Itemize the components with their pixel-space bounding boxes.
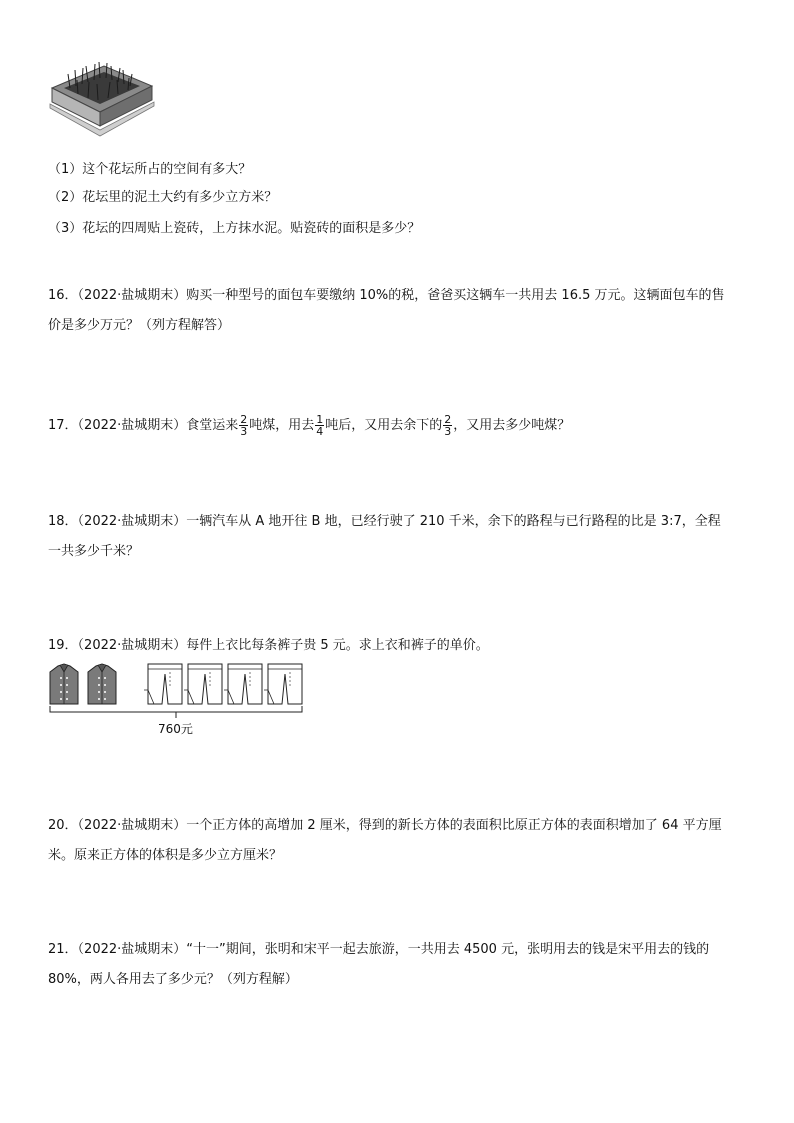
q15-sub2: （2）花坛里的泥土大约有多少立方米？ <box>48 190 278 205</box>
fraction-2-3-b: $\frac{2}{3}$ <box>444 413 452 438</box>
q19-line1: 19．（2022·盐城期末）每件上衣比每条裤子贵 5 元。求上衣和裤子的单价。 <box>48 638 489 653</box>
q17-line <box>48 413 570 439</box>
q17-part2: 吨煤，用去 <box>249 418 315 433</box>
total-price-label: 760元 <box>158 722 193 736</box>
q16-line2: 价是多少万元？（列方程解答） <box>48 318 231 333</box>
q17-part3: 吨后，又用去余下的 <box>325 418 443 433</box>
q15-sub3: （3）花坛的四周贴上瓷砖，上方抹水泥。贴瓷砖的面积是多少？ <box>48 221 421 236</box>
q21-line2: 80%，两人各用去了多少元？（列方程解） <box>48 972 298 987</box>
q20-line2: 米。原来正方体的体积是多少立方厘米？ <box>48 848 283 863</box>
total-brace <box>50 706 302 712</box>
pants-icon <box>144 664 182 704</box>
fraction-2-3: $\frac{2}{3}$ <box>240 413 248 438</box>
q20-line1: 20．（2022·盐城期末）一个正方体的高增加 2 厘米，得到的新长方体的表面积比原正方体的表面积增加了 64 平方厘 <box>48 818 722 833</box>
q18-line2: 一共多少千米？ <box>48 544 140 559</box>
jacket-icon <box>50 664 78 704</box>
q18-line1: 18．（2022·盐城期末）一辆汽车从 A 地开往 B 地，已经行驶了 210 千米，余下的路程与已行路程的比是 3:7，全程 <box>48 514 721 529</box>
pants-icon <box>184 664 222 704</box>
pants-icon <box>224 664 262 704</box>
q21-line1: 21．（2022·盐城期末）“十一”期间，张明和宋平一起去旅游，一共用去 4500 元，张明用去的钱是宋平用去的钱的 <box>48 942 710 957</box>
q17-part1: 17．（2022·盐城期末）食堂运来 <box>48 418 239 433</box>
clothes-diagram <box>48 660 310 720</box>
q16-line1: 16．（2022·盐城期末）购买一种型号的面包车要缴纳 10%的税，爸爸买这辆车一共用去 16.5 万元。这辆面包车的售 <box>48 288 725 303</box>
jacket-icon <box>88 664 116 704</box>
fraction-1-4: $\frac{1}{4}$ <box>316 413 324 438</box>
flower-bed-image <box>48 60 156 142</box>
q17-part4: ，又用去多少吨煤？ <box>453 418 571 433</box>
q15-sub1: （1）这个花坛所占的空间有多大？ <box>48 162 252 177</box>
pants-icon <box>264 664 302 704</box>
